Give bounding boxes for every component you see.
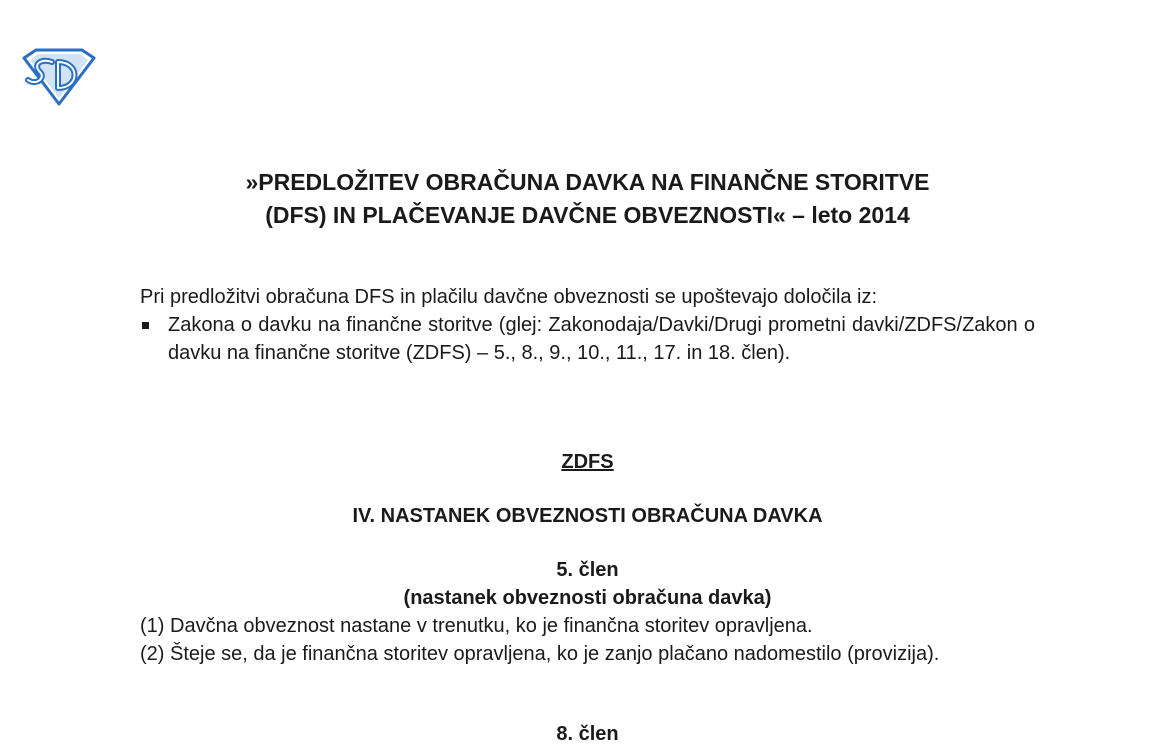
company-logo: [22, 48, 96, 106]
title-line-1: »PREDLOŽITEV OBRAČUNA DAVKA NA FINANČNE STORITVE: [245, 169, 930, 195]
law-abbreviation: ZDFS: [561, 451, 614, 473]
sd-diamond-logo-icon: [22, 48, 96, 106]
bullet-text: Zakona o davku na finančne storitve (glej: Zakonodaja/Davki/Drugi prometni davki/ZDFS/Zakon o davku na finančne storitve (ZDFS) – 5., 8., 9., 10., 11., 17. in 18. člen).: [168, 314, 1035, 364]
document-title: [140, 166, 1035, 232]
article-paragraph-2: (2) Šteje se, da je finančna storitev opravljena, ko je zanjo plačano nadomestilo (provizija).: [140, 643, 940, 665]
article-heading: (nastanek obveznosti obračuna davka): [403, 587, 772, 609]
section-heading: IV. NASTANEK OBVEZNOSTI OBRAČUNA DAVKA: [352, 505, 823, 527]
article-paragraph-1: (1) Davčna obveznost nastane v trenutku, ko je finančna storitev opravljena.: [140, 615, 813, 637]
title-line-2: (DFS) IN PLAČEVANJE DAVČNE OBVEZNOSTI« – leto 2014: [265, 202, 910, 228]
intro-text: Pri predložitvi obračuna DFS in plačilu davčne obveznosti se upoštevajo določila iz:: [140, 286, 878, 308]
article-number: 8. člen: [556, 723, 619, 745]
list-item: [140, 311, 1035, 367]
article-number: 5. člen: [556, 559, 619, 581]
square-bullet-icon: [142, 322, 149, 329]
